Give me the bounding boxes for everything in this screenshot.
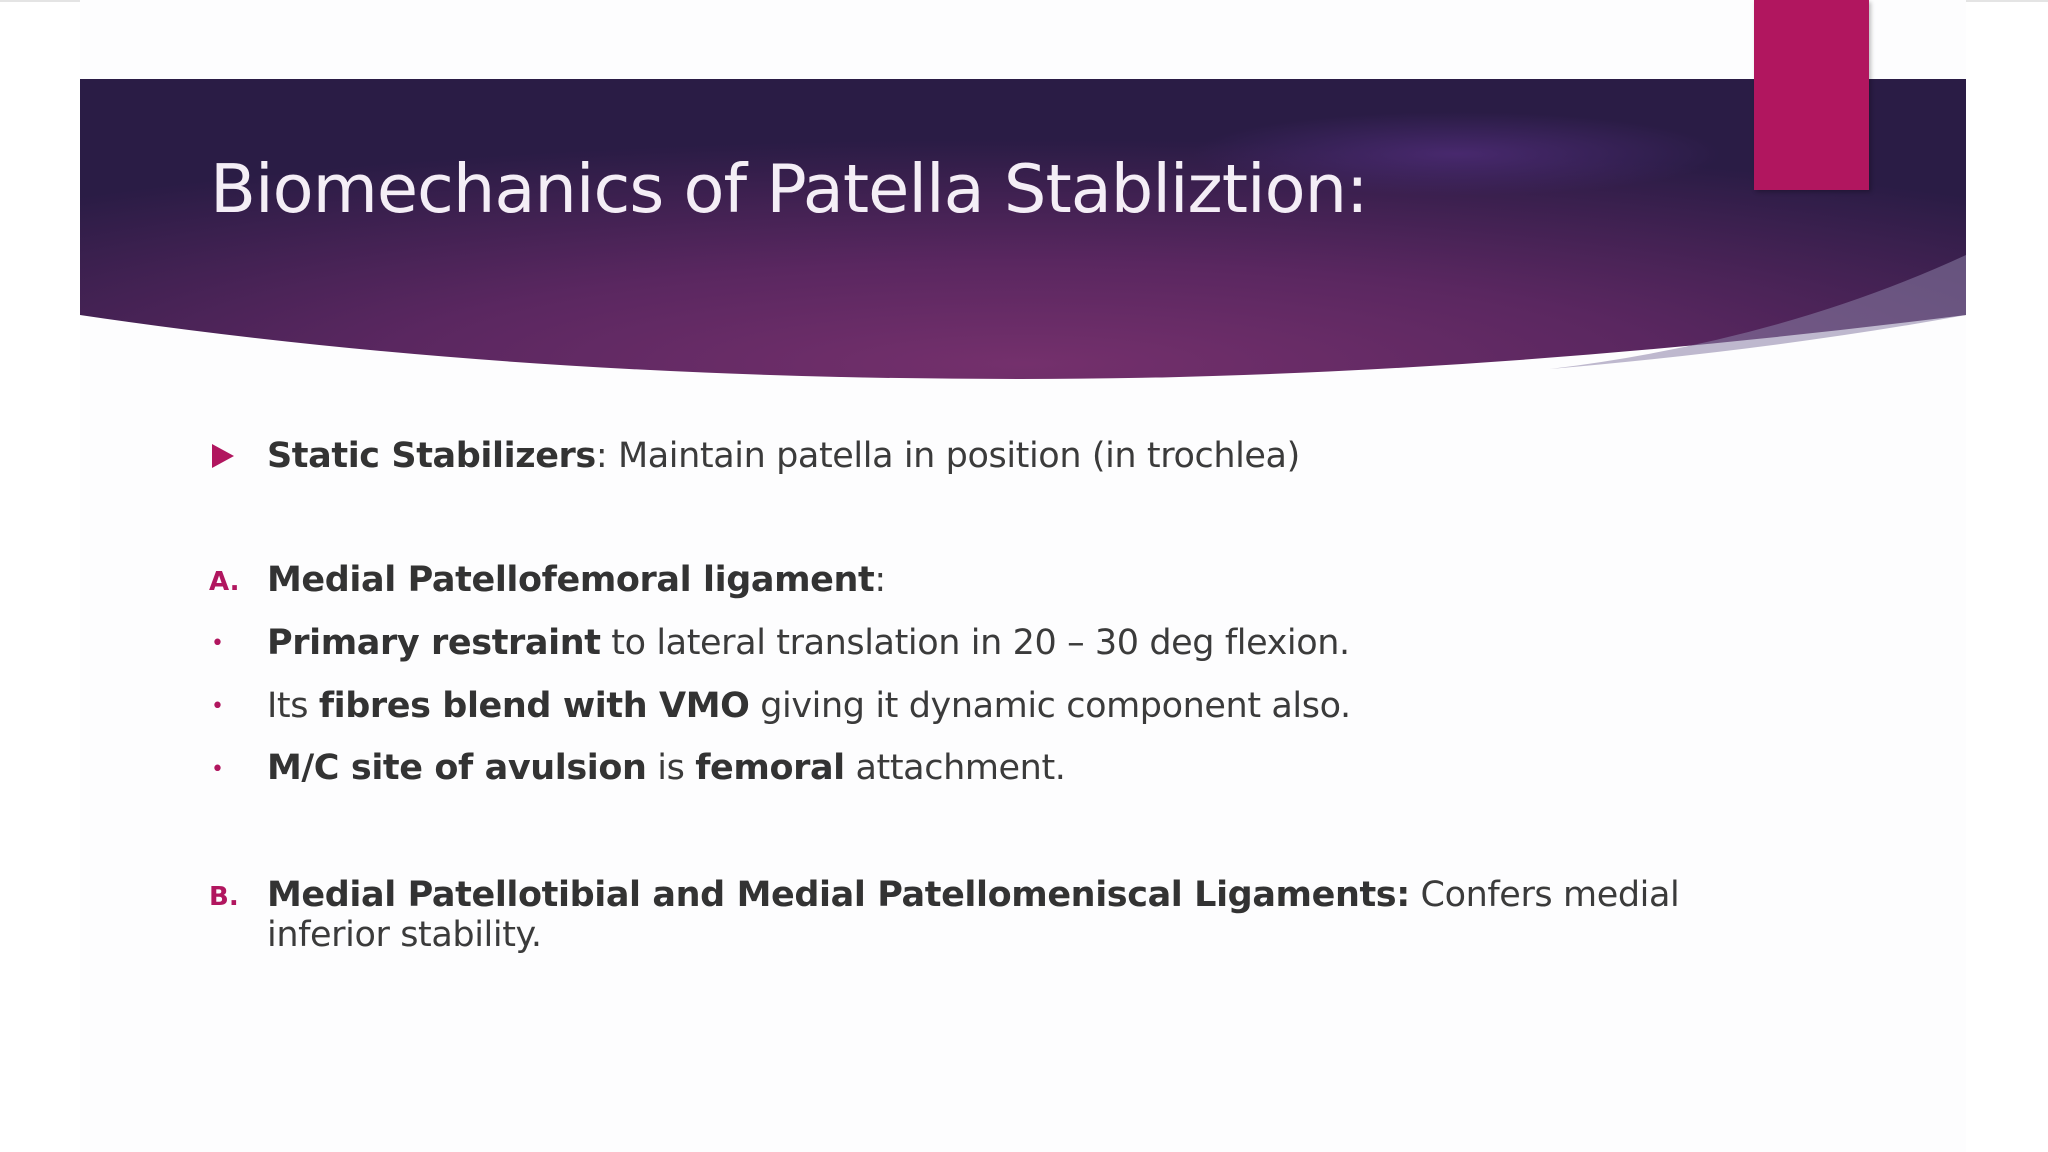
bullet-bold-text: fibres blend with VMO xyxy=(318,686,750,726)
bullet-text: giving it dynamic component also. xyxy=(749,686,1351,726)
section-a-text: : xyxy=(874,560,886,600)
bullet-bold-text: femoral xyxy=(695,748,845,788)
arrow-bullet-icon xyxy=(212,444,234,468)
bullet-text: to lateral translation in 20 – 30 deg flexion. xyxy=(600,623,1350,663)
bullet-dot-icon: • xyxy=(211,757,224,782)
slide-title: Biomechanics of Patella Stabliztion: xyxy=(210,150,1368,228)
bullet-bold-text: Primary restraint xyxy=(267,623,601,663)
section-b-text: Confers medial xyxy=(1409,875,1680,915)
section-a-marker: A. xyxy=(209,567,240,597)
static-stabilizers-text: : Maintain patella in position (in trochlea) xyxy=(595,436,1300,476)
bullet-item xyxy=(267,748,1066,788)
section-b-line-2: inferior stability. xyxy=(267,915,542,955)
section-a-line xyxy=(267,560,886,600)
bullet-bold-text: M/C site of avulsion xyxy=(267,748,647,788)
bullet-text: is xyxy=(646,748,696,788)
static-stabilizers-heading: Static Stabilizers xyxy=(267,436,596,476)
bullet-text: attachment. xyxy=(844,748,1066,788)
bullet-dot-icon: • xyxy=(211,631,224,656)
bullet-text: Its xyxy=(267,686,319,726)
section-a-heading: Medial Patellofemoral ligament xyxy=(267,560,875,600)
section-b-marker: B. xyxy=(209,882,239,912)
bullet-dot-icon: • xyxy=(211,694,224,719)
static-stabilizers-line xyxy=(267,436,1300,476)
section-b-heading: Medial Patellotibial and Medial Patellomeniscal Ligaments: xyxy=(267,875,1410,915)
section-b-line xyxy=(267,875,1679,915)
bullet-item xyxy=(267,623,1350,663)
bullet-item xyxy=(267,686,1351,726)
